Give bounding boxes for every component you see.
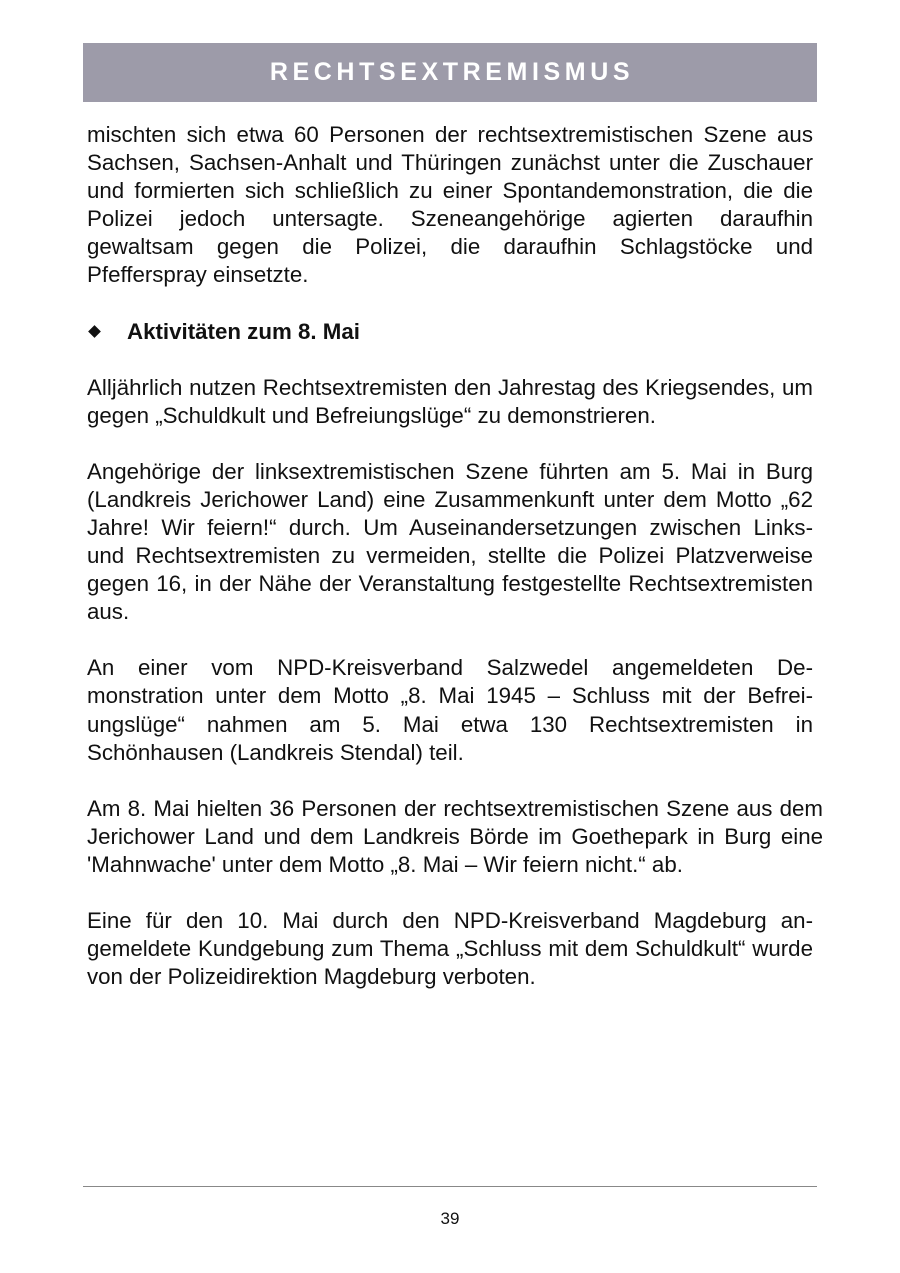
section-heading-row [87,318,813,346]
main-content [87,121,823,991]
diamond-bullet-icon [88,325,101,338]
paragraph-magdeburg: Eine für den 10. Mai durch den NPD-Kreisverband Magdeburg angemeldete Kundgebung zum Thema „Schluss mit dem Schuldkult“ wurde von der Polizeidirektion Magdeburg verboten. [87,907,813,990]
section-heading: Aktivitäten zum 8. Mai [127,318,360,344]
header-bar [83,43,817,102]
paragraph-mahnwache: Am 8. Mai hielten 36 Personen der rechtsextremistischen Szene aus dem Jerichower Land und dem Landkreis Börde im Goethepark in Burg eine 'Mahnwache' unter dem Motto „8. Mai – Wir feiern nicht.“ ab. [87,795,823,877]
page-header-title: RECHTSEXTREMISMUS [269,58,635,86]
intro-paragraph: mischten sich etwa 60 Personen der rechtsextremistischen Szene aus Sachsen, Sachsen-Anhalt und Thüringen zunächst unter die Zuschauer und formierten sich schließlich zu einer Spontandemonstration, die die Polizei jedoch untersagte. Szeneangehörige agierten daraufhin gewaltsam gegen die Polizei, die daraufhin Schlagstöcke und Pfefferspray einsetzte. [87,122,813,288]
page-number: 39 [440,1209,460,1228]
footer-divider [83,1186,817,1187]
paragraph-burg-linksextremisten: Angehörige der linksextremistischen Szene führten am 5. Mai in Burg (Landkreis Jerichower Land) eine Zusammenkunft unter dem Motto „62 Jahre! Wir feiern!“ durch. Um Auseinandersetzungen zwischen Links- und Rechtsextremisten zu vermeiden, stellte die Polizei Platzverweise gegen 16, in der Nähe der Veranstaltung festgestellte Rechtsextremisten aus. [87,458,813,625]
paragraph-salzwedel: An einer vom NPD-Kreisverband Salzwedel angemeldeten Demonstration unter dem Motto „8. Mai 1945 – Schluss mit der Befreiungslüge“ nahmen am 5. Mai etwa 130 Rechtsextremisten in Schönhausen (Landkreis Stendal) teil. [87,655,813,765]
paragraph-jahrestag: Alljährlich nutzen Rechtsextremisten den Jahrestag des Kriegsendes, um gegen „Schuldkult und Befreiungslüge“ zu demonstrieren. [87,374,813,428]
